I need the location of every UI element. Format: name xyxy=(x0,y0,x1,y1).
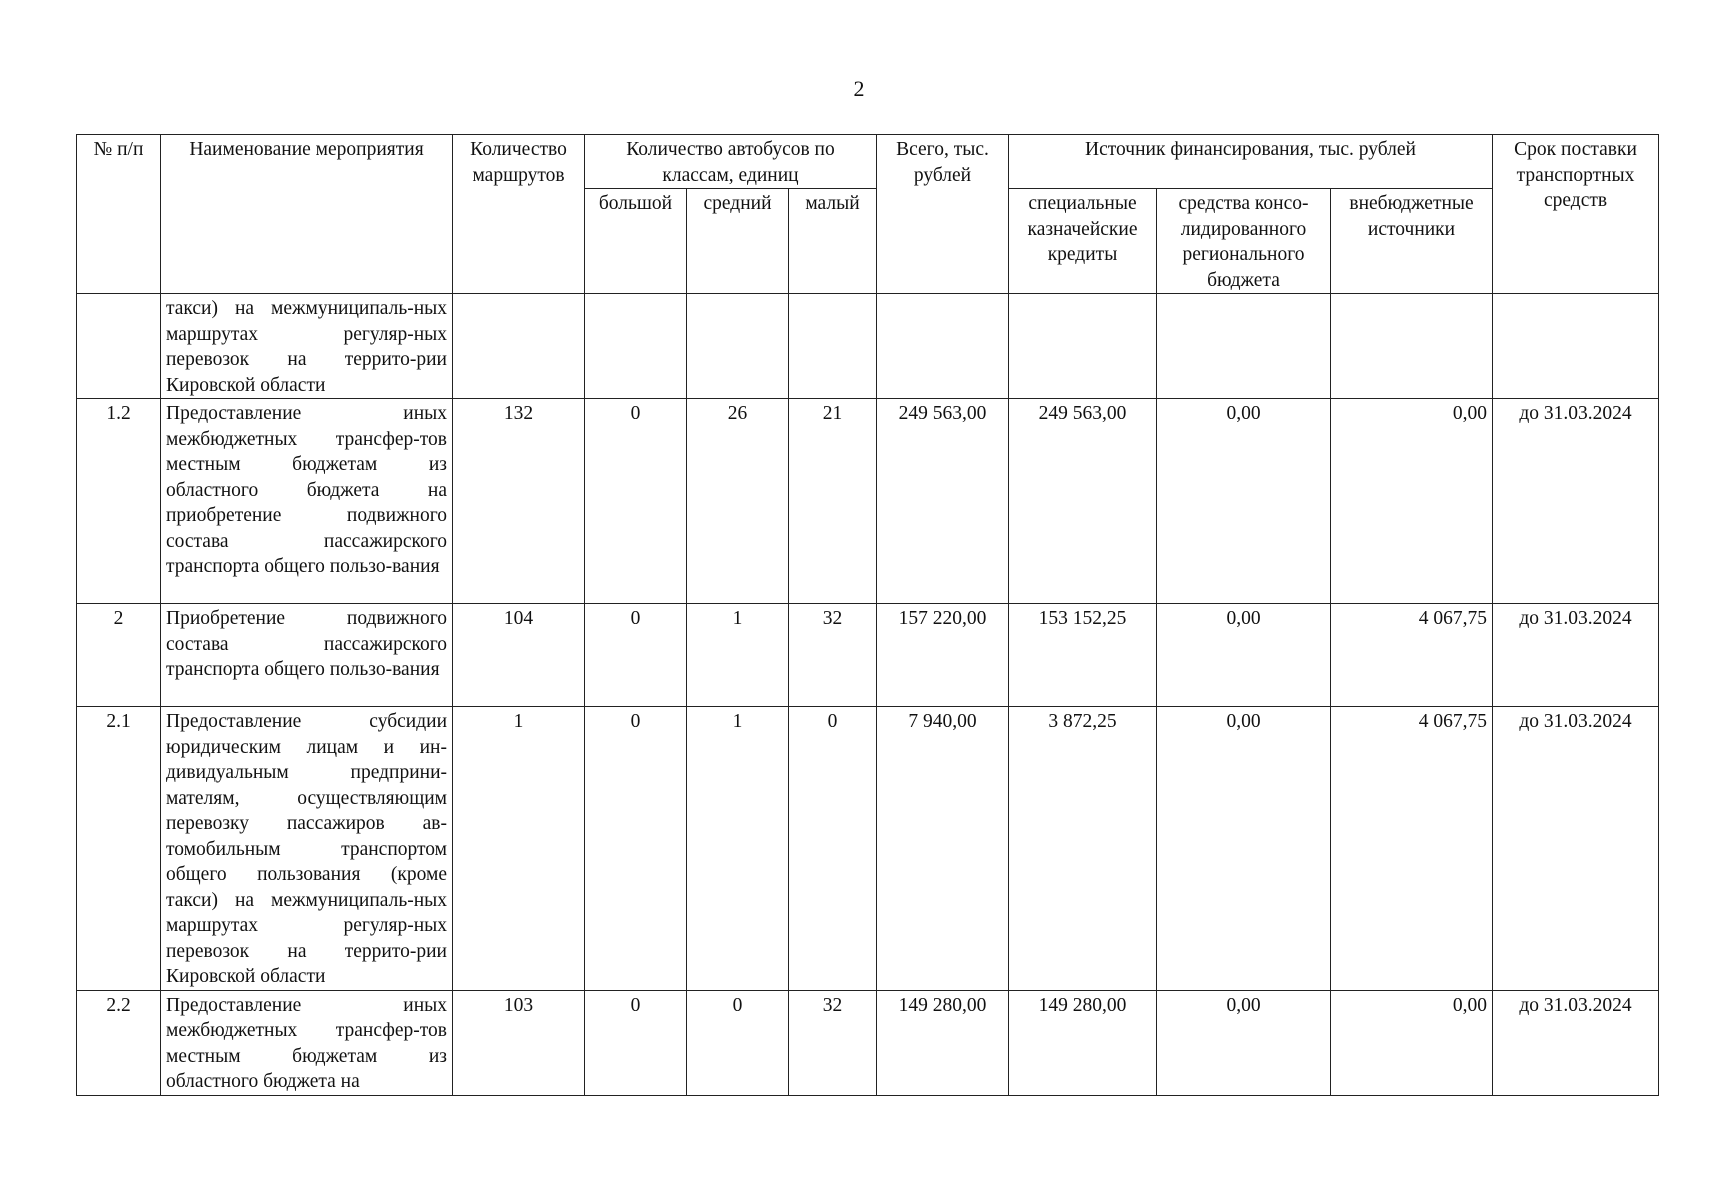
cell-num: 2 xyxy=(77,604,161,707)
cell-extra: 4 067,75 xyxy=(1331,707,1493,991)
cell-large: 0 xyxy=(585,707,687,991)
header-buses-group: Количество автобусов по классам, единиц xyxy=(585,135,877,189)
cell-total: 149 280,00 xyxy=(877,990,1009,1095)
header-bus-medium: средний xyxy=(687,189,789,294)
cell-deadline: до 31.03.2024 xyxy=(1493,990,1659,1095)
cell-treasury: 149 280,00 xyxy=(1009,990,1157,1095)
cell-routes: 132 xyxy=(453,399,585,604)
cell-treasury: 3 872,25 xyxy=(1009,707,1157,991)
header-total: Всего, тыс. рублей xyxy=(877,135,1009,294)
cell-extra: 4 067,75 xyxy=(1331,604,1493,707)
header-funding-group: Источник финансирования, тыс. рублей xyxy=(1009,135,1493,189)
cell-medium: 1 xyxy=(687,604,789,707)
table-row xyxy=(77,990,1659,1095)
cell-regional: 0,00 xyxy=(1157,707,1331,991)
header-num: № п/п xyxy=(77,135,161,294)
cell-large: 0 xyxy=(585,399,687,604)
cell-deadline: до 31.03.2024 xyxy=(1493,399,1659,604)
cell-treasury xyxy=(1009,294,1157,399)
cell-regional: 0,00 xyxy=(1157,399,1331,604)
header-bus-small: малый xyxy=(789,189,877,294)
cell-regional: 0,00 xyxy=(1157,990,1331,1095)
header-fund-regional: средства консо-лидированного регионального бюджета xyxy=(1157,189,1331,294)
cell-name: Предоставление иных межбюджетных трансфер-тов местным бюджетам из областного бюджета на приобретение подвижного состава пассажирского транспорта общего пользо-вания xyxy=(161,399,453,604)
cell-deadline xyxy=(1493,294,1659,399)
cell-treasury: 153 152,25 xyxy=(1009,604,1157,707)
cell-medium xyxy=(687,294,789,399)
cell-routes: 103 xyxy=(453,990,585,1095)
page-number: 2 xyxy=(853,76,865,101)
cell-medium: 1 xyxy=(687,707,789,991)
cell-large xyxy=(585,294,687,399)
cell-medium: 0 xyxy=(687,990,789,1095)
cell-small: 32 xyxy=(789,990,877,1095)
cell-small: 32 xyxy=(789,604,877,707)
cell-num: 2.2 xyxy=(77,990,161,1095)
cell-deadline: до 31.03.2024 xyxy=(1493,604,1659,707)
header-fund-treasury: специальные казначейские кредиты xyxy=(1009,189,1157,294)
cell-extra xyxy=(1331,294,1493,399)
cell-name: Приобретение подвижного состава пассажирского транспорта общего пользо-вания xyxy=(161,604,453,707)
header-bus-large: большой xyxy=(585,189,687,294)
cell-name: Предоставление иных межбюджетных трансфер-тов местным бюджетам из областного бюджета на xyxy=(161,990,453,1095)
cell-extra: 0,00 xyxy=(1331,990,1493,1095)
funding-table xyxy=(76,134,1659,1096)
cell-routes: 1 xyxy=(453,707,585,991)
header-name: Наименование мероприятия xyxy=(161,135,453,294)
cell-total: 249 563,00 xyxy=(877,399,1009,604)
cell-num: 1.2 xyxy=(77,399,161,604)
table-row xyxy=(77,294,1659,399)
cell-routes xyxy=(453,294,585,399)
cell-extra: 0,00 xyxy=(1331,399,1493,604)
table-row xyxy=(77,707,1659,991)
table-header xyxy=(77,135,1659,294)
table-row xyxy=(77,604,1659,707)
cell-total: 157 220,00 xyxy=(877,604,1009,707)
cell-large: 0 xyxy=(585,990,687,1095)
cell-treasury: 249 563,00 xyxy=(1009,399,1157,604)
header-routes: Количество маршрутов xyxy=(453,135,585,294)
cell-deadline: до 31.03.2024 xyxy=(1493,707,1659,991)
cell-small xyxy=(789,294,877,399)
cell-medium: 26 xyxy=(687,399,789,604)
cell-name: Предоставление субсидии юридическим лицам и ин-дивидуальным предприни-мателям, осуществляющим перевозку пассажиров ав-томобильным транспортом общего пользования (кроме такси) на межмуниципаль-ных маршрутах регуляр-ных перевозок на террито-рии Кировской области xyxy=(161,707,453,991)
cell-num: 2.1 xyxy=(77,707,161,991)
cell-regional xyxy=(1157,294,1331,399)
cell-large: 0 xyxy=(585,604,687,707)
cell-total xyxy=(877,294,1009,399)
cell-total: 7 940,00 xyxy=(877,707,1009,991)
header-deadline: Срок поставки транспортных средств xyxy=(1493,135,1659,294)
cell-regional: 0,00 xyxy=(1157,604,1331,707)
cell-small: 21 xyxy=(789,399,877,604)
cell-num xyxy=(77,294,161,399)
header-fund-extra: внебюджетные источники xyxy=(1331,189,1493,294)
cell-routes: 104 xyxy=(453,604,585,707)
table-row xyxy=(77,399,1659,604)
cell-small: 0 xyxy=(789,707,877,991)
cell-name: такси) на межмуниципаль-ных маршрутах регуляр-ных перевозок на террито-рии Кировской области xyxy=(161,294,453,399)
